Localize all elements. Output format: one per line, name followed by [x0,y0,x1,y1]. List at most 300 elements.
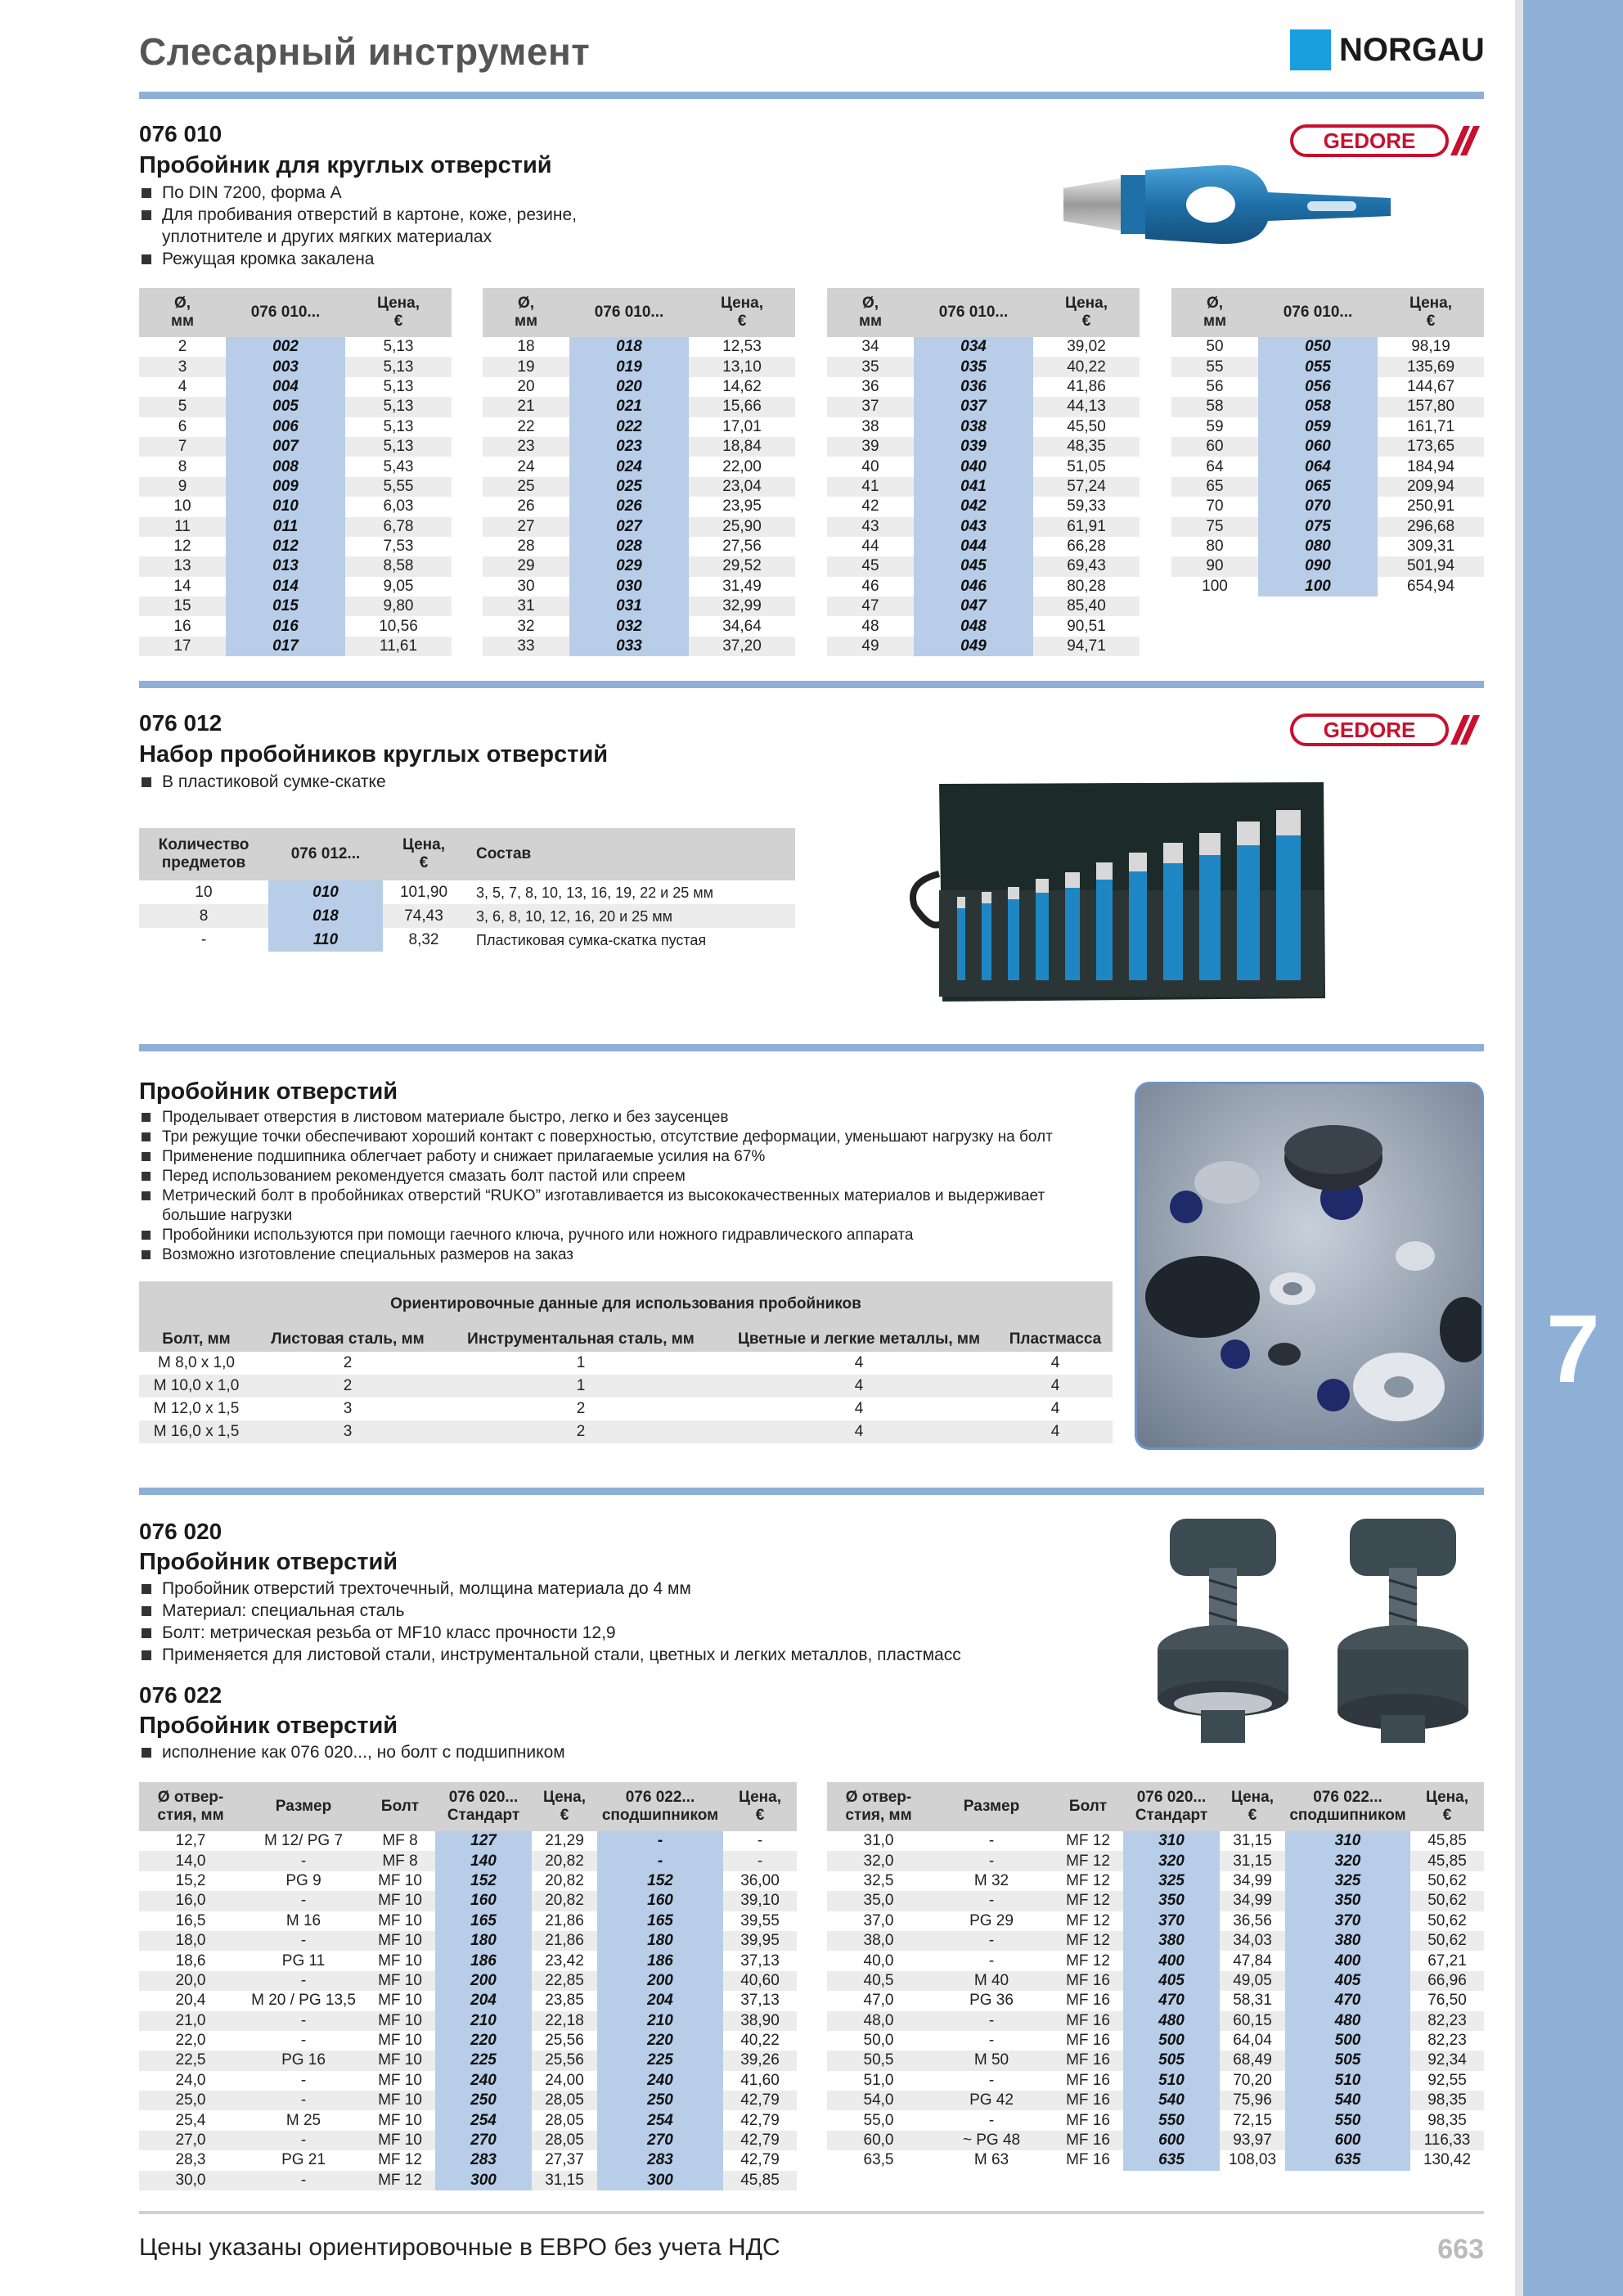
cell: 36,00 [740,1871,780,1889]
cell: 22,0 [175,2032,206,2050]
cell: 49,05 [1220,1971,1285,1991]
cell: 69,43 [1033,556,1140,576]
cell-code: 204 [597,1991,723,2010]
cell: 2 [254,1375,442,1398]
cell: 12,7 [175,1832,206,1850]
table-row [827,616,1140,636]
cell: 21,29 [545,1832,584,1850]
cell-code: 635 [1123,2150,1220,2170]
cell: 67,21 [1427,1952,1467,1970]
cell: 5,43 [383,457,414,475]
cell: - [930,2011,1053,2031]
cell: 34,64 [722,617,762,635]
cell-code: 254 [597,2110,723,2130]
sheet-punches-photo [1135,1082,1484,1450]
table-row [483,377,795,397]
cell-code: 110 [268,928,383,952]
cell: PG 42 [930,2091,1053,2110]
cell: 2 [442,1420,720,1443]
cell: 3 [343,1400,353,1417]
t3-usage-table [139,1281,1113,1443]
cell-code: 505 [1123,2051,1220,2070]
cell: 60 [1171,437,1258,457]
cell: 50,62 [1410,1891,1484,1911]
t1-block-1 [139,288,452,656]
t3-head: Инструментальная сталь, мм [442,1327,720,1352]
t1-head-code: 076 010... [1258,288,1378,337]
cell: 57,24 [1033,477,1140,497]
cell: 7 [139,437,226,457]
table-row [827,2011,1484,2031]
cell-code: 152 [597,1871,723,1891]
cell: 66,96 [1410,1971,1484,1991]
price-note: Цены указаны ориентировочные в ЕВРО без учета НДС [139,2234,780,2261]
cell: 45,50 [1067,417,1106,435]
table-row [1171,477,1484,497]
gedore-logo-text: GEDORE [1323,128,1416,153]
cell-code: 370 [1123,1911,1220,1931]
s1-code: 076 010 [139,121,223,146]
t2-head-price: Цена, € [383,828,465,880]
cell-code: 283 [435,2150,532,2170]
table-row [139,2011,797,2031]
cell: 56 [1206,377,1224,395]
cell: 309,31 [1406,538,1455,556]
table-row [139,1991,797,2010]
cell-code: 310 [1285,1831,1410,1851]
table-row [827,556,1140,576]
cell: 14,62 [722,377,762,395]
cell: 28,05 [532,2131,597,2150]
cell: 35,0 [827,1891,930,1911]
cell: MF 16 [1053,1971,1123,1991]
cell-code: 048 [914,616,1033,636]
cell-code: 325 [1285,1871,1410,1891]
cell: M 20 / PG 13,5 [251,1992,356,2010]
cell: 13,10 [689,357,795,376]
cell: 18,84 [689,437,795,457]
cell: 31,15 [1220,1851,1285,1871]
cell: M 25 [285,2111,321,2129]
cell: - [988,1952,995,1970]
table-row [827,637,1140,656]
cell: 13 [139,556,226,576]
table-row [139,457,452,476]
cell-code: - [597,1851,723,1871]
cell: - [200,930,207,948]
cell: 49 [827,637,914,656]
cell: 100 [1202,577,1228,595]
cell: M 16,0 x 1,5 [139,1420,254,1443]
cell-code: 034 [914,337,1033,357]
cell-code: 050 [1258,337,1378,357]
cell: 27,56 [722,538,762,556]
cell: MF 10 [378,2032,422,2050]
s5-bullets [139,1741,875,1763]
cell: - [242,2091,365,2110]
cell: 25,56 [545,2032,584,2050]
cell-code: 510 [1123,2071,1220,2091]
cell: 20,82 [545,1871,584,1889]
cell: 90 [1171,556,1258,576]
cell-code: 370 [1285,1911,1410,1931]
cell: 5,13 [383,377,414,395]
table-row [827,497,1140,516]
cell-code: 027 [569,517,689,537]
t1-head-price: Цена, € [345,288,452,337]
cell: Пластиковая сумка-скатка пустая [476,931,707,948]
cell: MF 16 [1066,2032,1110,2050]
cell: 92,34 [1410,2051,1484,2070]
table-row [827,437,1140,457]
cell: - [930,1931,1053,1951]
cell: 9 [139,477,226,497]
table-row [139,2071,797,2091]
cell: 2 [576,1400,586,1417]
cell-code: 200 [435,1971,532,1991]
cell: 38 [861,417,879,435]
cell: 19 [483,357,569,376]
t4-left-table [139,1782,797,2190]
hollow-punch-picture [1055,155,1399,258]
table-row [139,2150,797,2170]
cell: 11,61 [345,637,452,656]
t1-head-code: 076 010... [226,288,345,337]
cell-code: 300 [597,2171,723,2190]
cell: 45,85 [1410,1851,1484,1871]
cell: MF 16 [1053,2091,1123,2110]
cell: 29 [483,556,569,576]
cell: 34,99 [1233,1871,1272,1889]
table-row [139,357,452,376]
table-row [827,597,1140,616]
table-row [139,1931,797,1951]
cell: 82,23 [1410,2011,1484,2031]
cell: 1 [442,1375,720,1398]
cell: PG 36 [969,1992,1014,2010]
cell-code: 152 [435,1871,532,1891]
s3-title: Пробойник отверстий [139,1078,398,1105]
cell: 40,22 [1033,357,1140,376]
cell: 18,6 [175,1952,206,1970]
cell: 28,05 [545,2111,584,2129]
cell: 75,96 [1220,2091,1285,2110]
cell-code: 010 [226,497,345,516]
table-row [139,2031,797,2051]
bullet: Пробойник отверстий трехточечный, молщина материала до 4 мм [139,1578,1121,1600]
cell: 24,0 [175,2071,206,2089]
cell: - [988,2071,995,2089]
cell-code: 240 [435,2071,532,2091]
cell: MF 16 [1066,1992,1110,2010]
cell-code: 038 [914,417,1033,437]
cell: MF 10 [378,2071,422,2089]
t4-head-size: Размер [930,1782,1053,1831]
cell: 27 [483,517,569,537]
cell-code: 042 [914,497,1033,516]
cell: MF 10 [365,2051,435,2070]
cell: 92,55 [1427,2071,1467,2089]
cell-code: 635 [1285,2150,1410,2170]
cell: 24 [517,457,535,475]
cell: 144,67 [1406,377,1455,395]
cell: 161,71 [1406,417,1455,435]
cell-code: 013 [226,556,345,576]
cell: 43 [827,517,914,537]
cell-code: 055 [1258,357,1378,376]
cell-code: 046 [914,577,1033,597]
cell-code: 600 [1123,2131,1220,2150]
cell-code: 012 [226,537,345,556]
cell-code: 480 [1123,2011,1220,2031]
cell: - [242,1891,365,1911]
cell-code: 380 [1285,1931,1410,1951]
table-row [827,1991,1484,2010]
cell-code: 250 [435,2091,532,2110]
cell-code: 021 [569,397,689,416]
t1-head-price: Цена, € [1378,288,1484,337]
cell-code: 165 [435,1911,532,1931]
table-row [827,537,1140,556]
table-row [827,577,1140,597]
cell: 4 [1050,1354,1060,1371]
cell: 42,79 [740,2111,780,2129]
cell: 37,20 [689,637,795,656]
cell-code: 210 [597,2011,723,2031]
cell: 135,69 [1378,357,1484,376]
table-row [139,577,452,597]
cell: MF 12 [378,2151,422,2169]
cell: 39,10 [723,1891,797,1911]
cell-code: 025 [569,477,689,497]
cell: - [988,2111,995,2129]
cell-code: 540 [1285,2091,1410,2110]
cell-code: 320 [1285,1851,1410,1871]
cell: 5 [139,397,226,416]
cell: 2 [343,1354,353,1371]
table-row [827,357,1140,376]
cell-code: 350 [1285,1891,1410,1911]
t4-head-bolt: Болт [1053,1782,1123,1831]
cell: 33 [483,637,569,656]
cell: 45,85 [723,2171,797,2190]
cell-code: 470 [1285,1991,1410,2010]
cell: M 10,0 x 1,0 [139,1375,254,1398]
cell-code: 045 [914,556,1033,576]
cell: 59 [1206,417,1224,435]
cell: 34,03 [1220,1931,1285,1951]
norgau-logo-square [1290,29,1331,70]
gedore-logo [1290,712,1483,752]
t4-head-price: Цена, € [532,1782,597,1831]
cell: MF 10 [378,2111,422,2129]
cell-code: 254 [435,2110,532,2130]
cell-code: 029 [569,556,689,576]
cell: 75 [1171,517,1258,537]
cell: 28 [517,538,535,556]
cell: 47 [827,597,914,616]
cell-code: 100 [1258,577,1378,597]
s2-bullets [139,771,630,793]
cell: - [300,2071,307,2089]
cell: 98,35 [1410,2091,1484,2110]
cell: 40,0 [863,1952,894,1970]
cell-code: 350 [1123,1891,1220,1911]
cell-code: 026 [569,497,689,516]
cell-code: 127 [435,1831,532,1851]
cell: 5,13 [383,417,414,435]
cell: 8,32 [408,930,439,948]
t4-head-bearing: 076 022... сподшипником [597,1782,723,1831]
bullet: Проделывает отверстия в листовом материале быстро, легко и без заусенцев [139,1108,1104,1128]
cell: 25,4 [175,2111,206,2129]
cell: 82,23 [1427,2032,1467,2050]
table-row [139,616,452,636]
cell: 45,85 [1427,1832,1467,1850]
bullet: Пробойники используются при помощи гаечного ключа, ручного или ножного гидравлического аппарата [139,1226,1104,1245]
t2-set-table [139,828,795,952]
cell-code: 165 [597,1911,723,1931]
table-row [483,616,795,636]
table-row [483,497,795,516]
cell: 55,0 [863,2111,894,2129]
cell-code: 400 [1123,1951,1220,1970]
table-row [827,517,1140,537]
cell-code: 500 [1285,2031,1410,2051]
cell: 101,90 [399,883,448,901]
cell: 54,0 [827,2091,930,2110]
cell: 6,03 [383,497,414,515]
table-row [827,337,1140,357]
cell: 65 [1171,477,1258,497]
cell-code: 023 [569,437,689,457]
cell: MF 10 [378,1871,422,1889]
cell: 23,42 [545,1952,584,1970]
t1-block-2 [483,288,795,656]
cell: 34 [861,338,879,356]
cell-code: 325 [1123,1871,1220,1891]
cell: 4 [720,1375,998,1398]
cell: - [242,2131,365,2150]
cell: - [242,2011,365,2031]
cell: 39,55 [740,1911,780,1929]
cell-code: 320 [1123,1851,1220,1871]
table-row [139,337,452,357]
cell: 17,01 [722,417,762,435]
t3-head: Пластмасса [998,1327,1113,1352]
cell-code: 019 [569,357,689,376]
cell: 23,85 [545,1992,584,2010]
cell: 250,91 [1406,497,1455,515]
table-row [139,597,452,616]
cell-code: 310 [1123,1831,1220,1851]
cell: 93,97 [1220,2131,1285,2150]
side-tab-bar [1523,0,1623,2296]
table-row [483,517,795,537]
cell-code: 009 [226,477,345,497]
cell: 10,56 [379,617,418,635]
cell-code: 037 [914,397,1033,416]
cell-code: 065 [1258,477,1378,497]
cell-code: 002 [226,337,345,357]
s1-bullets [139,182,663,270]
table-row [139,2131,797,2150]
table-row [827,1871,1484,1891]
cell-code: 600 [1285,2131,1410,2150]
cell: 55 [1171,357,1258,376]
cell: 38,0 [827,1931,930,1951]
cell: 21,86 [532,1931,597,1951]
s5-code: 076 022 [139,1682,223,1708]
cell-code: 059 [1258,417,1378,437]
cell: 21 [483,397,569,416]
table-row [139,417,452,437]
cell-code: 018 [569,337,689,357]
hole-punch-picture [1145,1510,1497,1760]
cell: 80 [1206,538,1224,556]
cell: 42 [861,497,879,515]
cell: 47,84 [1233,1952,1272,1970]
cell-code: 160 [435,1891,532,1911]
cell: - [723,1851,797,1871]
cell-code: 505 [1285,2051,1410,2070]
cell: 40,5 [827,1971,930,1991]
cell: 66,28 [1067,538,1106,556]
bullet: Материал: специальная сталь [139,1600,1121,1622]
cell: 17 [139,637,226,656]
table-row [827,457,1140,476]
t4-head-price2: Цена, € [723,1782,797,1831]
table-row [139,397,452,416]
table-row [139,437,452,457]
cell: 34,99 [1220,1891,1285,1911]
table-row [483,337,795,357]
table-row [139,2171,797,2190]
cell: 44,13 [1033,397,1140,416]
cell: 4 [720,1420,998,1443]
cell-code: - [597,1831,723,1851]
cell: 50,0 [863,2032,894,2050]
cell: MF 12 [1053,1851,1123,1871]
gedore-logo-text: GEDORE [1323,718,1416,742]
t3-head: Листовая сталь, мм [254,1327,442,1352]
cell: 108,03 [1228,2151,1277,2169]
norgau-logo-text: NORGAU [1339,32,1485,68]
cell: 39,95 [723,1931,797,1951]
cell: 10 [195,883,213,901]
cell: PG 29 [969,1911,1014,1929]
cell: MF 10 [365,1971,435,1991]
table-row [827,1831,1484,1851]
cell: 85,40 [1033,597,1140,616]
cell: 27,37 [545,2151,584,2169]
s5-title: Пробойник отверстий [139,1713,398,1739]
cell: 2 [178,338,187,356]
cell: 36,56 [1233,1911,1272,1929]
cell: 60,15 [1220,2011,1285,2031]
table-row [1171,417,1484,437]
table-row [827,2051,1484,2070]
cell: MF 12 [1066,1911,1110,1929]
bullet: Применение подшипника облегчает работу и снижает прилагаемые усилия на 67% [139,1147,1104,1167]
cell: 5,55 [345,477,452,497]
cell: 80,28 [1067,577,1106,595]
cell-code: 010 [268,880,383,904]
cell: 8,58 [345,556,452,576]
cell: 50,62 [1427,1871,1467,1889]
cell: 94,71 [1033,637,1140,656]
cell: PG 9 [285,1871,321,1889]
